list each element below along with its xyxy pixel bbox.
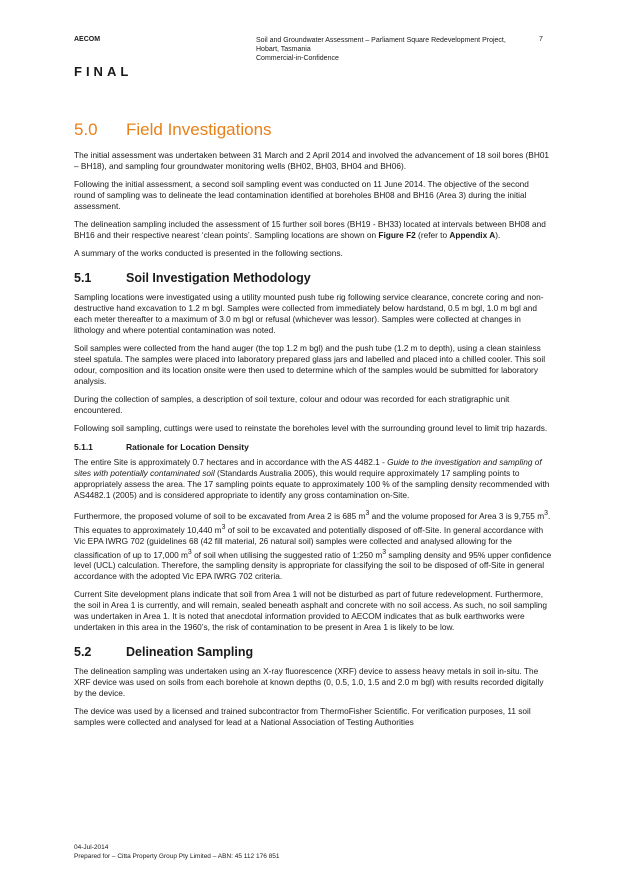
text-run: of soil to be excavated and potentially disposed of off-Site. In general accordance with Vic EPA IWRG 702 (guidelines 68 (42 fill material, 26 natural soil) samples were collected and analysed allowing for the classification of up to 17,000 m <box>74 524 544 560</box>
paragraph: A summary of the works conducted is presented in the following sections. <box>74 248 343 258</box>
subsection-number: 5.1 <box>74 271 92 285</box>
section-number: 5.0 <box>74 120 98 139</box>
header-brand: AECOM <box>74 36 101 43</box>
text-run: sampling density and 95% upper confidence level (UCL) calculation. Therefore, the sampling density is appropriate for classifying the soil to be disposed of off-Site in general accordance with the adopted Vic EPA IWRG 702 criteria. <box>74 549 552 582</box>
text-run: The entire Site is approximately 0.7 hectares and in accordance with the AS 4482.1 - <box>74 457 388 467</box>
subsection-number: 5.2 <box>74 645 92 660</box>
paragraph: The device was used by a licensed and trained subcontractor from ThermoFisher Scientific. For verification purposes, 11 soil samples were collected and analysed for lead at a National Association of Testing Authorities <box>74 706 531 728</box>
header-project-line: Hobart, Tasmania <box>256 46 311 53</box>
text-run: (Standards Australia 2005), this would require approximately 17 sampling points to appropriately assess the area. The 17 sampling points equate to approximately 100 % of the sampling density recommended with AS4482.1 (2005) and is considered appropriate to identify any gross contamination on-Site. <box>74 468 550 500</box>
page-footer <box>74 843 279 861</box>
subsubsection-title: Rationale for Location Density <box>126 442 249 452</box>
superscript: 3 <box>365 510 370 517</box>
superscript: 3 <box>544 510 548 517</box>
paragraph <box>74 219 552 241</box>
text-run: The delineation sampling included the assessment of 15 further soil bores (BH19 - BH33) located at intervals between BH08 and BH16 and their respective nearest ‘clean points’. Sampling locations are shown on <box>74 219 546 240</box>
text-run: (refer to <box>415 230 450 240</box>
paragraph: Following the initial assessment, a second soil sampling event was conducted on 11 June 2014. The objective of the second round of sampling was to delineate the lead contamination identified at boreholes BH08 and BH16 (Area 3) during the initial assessment. <box>74 179 529 211</box>
paragraph <box>74 457 552 501</box>
text-run: Furthermore, the proposed volume of soil to be excavated from Area 2 is 685 m <box>74 510 366 521</box>
superscript: 3 <box>187 548 192 556</box>
section-heading <box>74 120 552 140</box>
subsubsection-heading <box>74 442 552 452</box>
appendix-reference: Appendix A <box>449 230 496 240</box>
subsection-title: Delineation Sampling <box>126 645 254 660</box>
document-body <box>74 120 552 735</box>
footer-date: 04-Jul-2014 <box>74 844 109 851</box>
paragraph: Sampling locations were investigated using a utility mounted push tube rig following service clearance, concrete coring and non-destructive hand excavation to 1.2 m bgl. Samples were collected from immediately below hardstand, 0.5 m bgl, 1.0 m bgl and each meter thereafter to a maximum of 3.0 m bgl or refusal (whichever was lessor). Samples were collected at changes in lithology and where potential contamination was noted. <box>74 292 544 335</box>
text-run: of soil when utilising the suggested ratio of 1:250 m <box>191 549 383 560</box>
text-run: ). <box>495 230 501 240</box>
header-project-line: Commercial-in-Confidence <box>256 55 339 62</box>
standard-title: Guide to the investigation and sampling of sites with potentially contaminated soil <box>74 457 542 478</box>
paragraph: The delineation sampling was undertaken using an X-ray fluorescence (XRF) device to assess heavy metals in soil in-situ. The XRF device was used on soils from each borehole at known depths (0, 0.5, 1.0, 1.5 and 2.0 m bgl) with results recorded digitally by the device. <box>74 666 544 699</box>
paragraph <box>74 508 552 582</box>
document-status: FINAL <box>74 64 133 79</box>
subsubsection-number: 5.1.1 <box>74 442 93 452</box>
section-title: Field Investigations <box>126 120 272 139</box>
paragraph: During the collection of samples, a description of soil texture, colour and odour was recorded for each stratigraphic unit encountered. <box>74 394 510 415</box>
subsection-title: Soil Investigation Methodology <box>126 271 311 285</box>
text-run: . This equates to approximately 10,440 m <box>74 510 551 535</box>
paragraph: Current Site development plans indicate that soil from Area 1 will not be disturbed as part of future redevelopment. Furthermore, the soil in Area 1 is currently, and will remain, sealed beneath asphalt and concrete with no soil access. As such, no soil sampling was undertaken in Area 1. It is noted that anecdotal information provided to AECOM indicates that as bulk earthworks were undertaken in this area in the 1960’s, the risk of contamination to be present in Area 1 is likely to be low. <box>74 589 548 633</box>
subsection-heading <box>74 645 552 659</box>
superscript: 3 <box>221 523 226 531</box>
header-project <box>256 36 531 63</box>
paragraph: The initial assessment was undertaken between 31 March and 2 April 2014 and involved the advancement of 18 soil bores (BH01 – BH18), and sampling four groundwater monitoring wells (BH02, BH03, BH04 and BH06). <box>74 150 550 171</box>
superscript: 3 <box>382 548 387 556</box>
paragraph: Following soil sampling, cuttings were used to reinstate the boreholes level with the surrounding ground level to limit trip hazards. <box>74 423 548 433</box>
page-number: 7 <box>539 36 543 43</box>
text-run: and the volume proposed for Area 3 is 9,755 m <box>369 510 545 521</box>
header-project-line: Soil and Groundwater Assessment – Parliament Square Redevelopment Project, <box>256 37 506 44</box>
figure-reference: Figure F2 <box>378 230 416 240</box>
paragraph: Soil samples were collected from the hand auger (the top 1.2 m bgl) and the push tube (1.2 m to depth), using a clean stainless steel spatula. The samples were placed into laboratory prepared glass jars and labelled and placed into a chilled cooler. This soil odour, composition and its location onsite were then used to determine which of the samples would be submitted for laboratory analysis. <box>74 343 546 386</box>
footer-prepared-for: Prepared for – Citta Property Group Pty Limited – ABN: 45 112 176 851 <box>74 853 280 860</box>
subsection-heading <box>74 271 552 285</box>
